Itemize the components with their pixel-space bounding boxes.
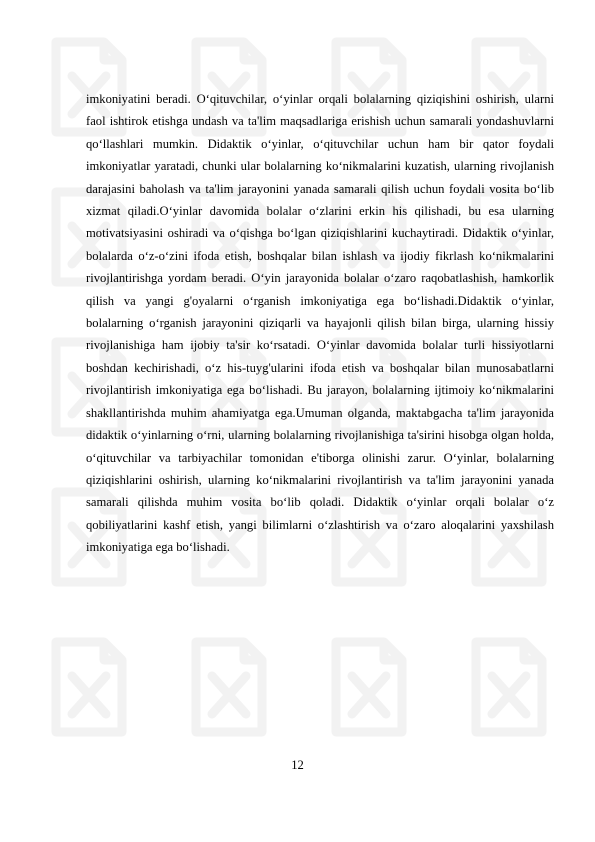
- watermark-document-icon: [196, 642, 262, 732]
- body-paragraph: imkoniyatini beradi. O‘qituvchilar, o‘yinlar orqali bolalarning qiziqishini oshirish, ularni faol ishtirok etishga undash va ta'lim maqsadlariga erishish uchun samarali yondashuvlarni qo‘llashlari mumkin. Didaktik o‘yinlar, o‘qituvchilar uchun ham bir qator foydali imkoniyatlar yaratadi, chunki ular bolalarning ko‘nikmalarini kuzatish, ularning rivojlanish darajasini baholash va ta'lim jarayonini yanada samarali qilish uchun foydali vosita bo‘lib xizmat qiladi.O‘yinlar davomida bolalar o‘zlarini erkin his qilishadi, bu esa ularning motivatsiyasini oshiradi va o‘qishga bo‘lgan qiziqishlarini kuchaytiradi. Didaktik o‘yinlar, bolalarda o‘z-o‘zini ifoda etish, boshqalar bilan ishlash va ijodiy fikrlash ko‘nikmalarini rivojlantirishga yordam beradi. O‘yin jarayonida bolalar o‘zaro raqobatlashish, hamkorlik qilish va yangi g'oyalarni o‘rganish imkoniyatiga ega bo‘lishadi.Didaktik o‘yinlar, bolalarning o‘rganish jarayonini qiziqarli va hayajonli qilish bilan birga, ularning hissiy rivojlanishiga ham ijobiy ta'sir ko‘rsatadi. O‘yinlar davomida bolalar turli hissiyotlarni boshdan kechirishadi, o‘z his-tuyg'ularini ifoda etish va boshqalar bilan munosabatlarni rivojlantirish imkoniyatiga ega bo‘lishadi. Bu jarayon, bolalarning ijtimoiy ko‘nikmalarini shakllantirishda muhim ahamiyatga ega.Umuman olganda, maktabgacha ta'lim jarayonida didaktik o‘yinlarning o‘rni, ularning bolalarning rivojlanishiga ta'sirini hisobga olgan holda, o‘qituvchilar va tarbiyachilar tomonidan e'tiborga olinishi zarur. O‘yinlar, bolalarning qiziqishlarini oshirish, ularning ko‘nikmalarini rivojlantirish va ta'lim jarayonini yanada samarali qilishda muhim vosita bo‘lib qoladi. Didaktik o‘yinlar orqali bolalar o‘z qobiliyatlarini kashf etish, yangi bilimlarni o‘zlashtirish va o‘zaro aloqalarini yaxshilash imkoniyatiga ega bo‘lishadi.: [86, 92, 554, 555]
- body-text-block: [86, 88, 554, 559]
- watermark-document-icon: [56, 642, 122, 732]
- page-number: 12: [291, 758, 304, 772]
- watermark-document-icon: [476, 642, 542, 732]
- watermark-document-icon: [336, 642, 402, 732]
